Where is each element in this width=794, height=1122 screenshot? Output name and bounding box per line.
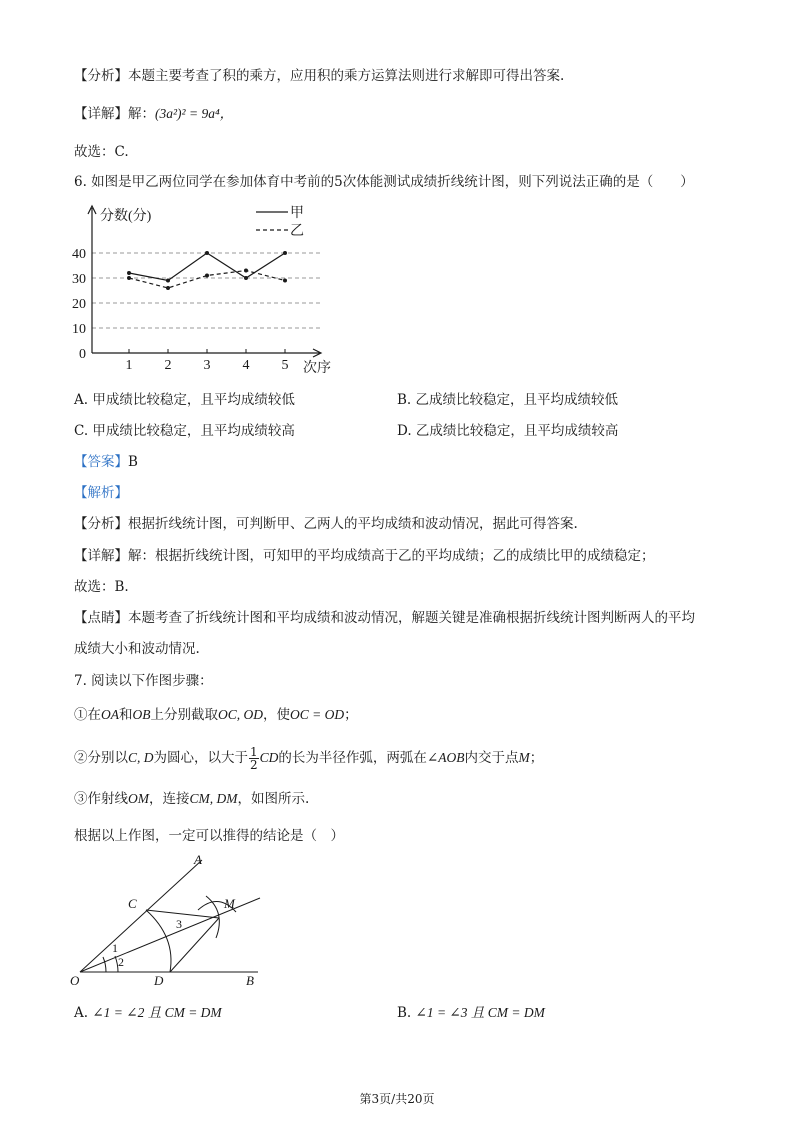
chart-series [127,251,287,290]
y-tick-label-30: 30 [72,272,86,287]
q6-option-b: B. 乙成绩比较稳定，且平均成绩较低 [397,392,619,408]
label-c: C [128,896,137,911]
fraction-denominator: 2 [250,758,258,772]
page-footer: 第3页/共20页 [359,1092,435,1106]
q6-option-c: C. 甲成绩比较稳定，且平均成绩较高 [74,423,295,439]
q7-step1-text-e: 上分别截取 [150,707,218,723]
q6-stem: 6. 如图是甲乙两位同学在参加体育中考前的5次体能测试成绩折线统计图，则下列说法正确的是（ ） [74,174,694,190]
q7-step3-text-a: ③作射线 [74,791,128,807]
q7-step1-text-a: ①在 [74,707,101,723]
q7-step3-text-e: ，如图所示. [237,791,310,807]
q5-choice: 故选：C. [74,144,129,160]
label-angle-3: 3 [176,917,182,931]
label-angle-1: 1 [112,941,118,955]
q7-step3-text-c: ，连接 [149,791,190,807]
fraction-numerator: 1 [250,745,258,759]
data-point-yi-3 [205,274,209,278]
angle-mark-1 [103,957,106,972]
legend-label-yi: 乙 [290,224,304,239]
data-point-yi-5 [283,279,287,283]
series-line-yi [129,271,285,289]
y-axis-label: 分数(分) [100,209,152,224]
q5-detail [74,104,233,124]
chart-ticks [72,247,289,373]
x-tick-label-1: 1 [125,358,133,373]
q6-comment-line1: 【点睛】本题考查了折线统计图和平均成绩和波动情况，解题关键是准确根据折线统计图判断两人的平均 [74,610,695,626]
x-tick-label-3: 3 [203,358,211,373]
x-axis-label: 次序 [303,361,331,376]
q7-step1-text-i: ； [344,707,358,723]
data-point-jia-5 [283,251,287,255]
label-o: O [70,973,80,988]
q6-option-d: D. 乙成绩比较稳定，且平均成绩较高 [397,423,619,439]
q5-analysis: 【分析】本题主要考查了积的乘方，应用积的乘方运算法则进行求解即可得出答案. [74,68,565,84]
q7-option-a-text: ∠1 = ∠2 且 CM = DM [92,1005,222,1020]
y-tick-label-10: 10 [72,322,86,337]
data-point-jia-2 [166,279,170,283]
arc-cd [146,910,171,972]
data-point-yi-1 [127,276,131,280]
q5-detail-prefix: 【详解】解： [74,106,155,122]
segment-cm [146,910,219,918]
q7-step1-text-g: ，使 [263,707,291,723]
q7-option-b-prefix: B. [397,1005,412,1021]
q7-step2-m: M [518,750,530,765]
q6-answer-label: 【答案】 [74,454,128,470]
ray-oa [80,860,202,972]
q7-option-b-text: ∠1 = ∠3 且 CM = DM [415,1005,545,1020]
q7-step2-aob: AOB [438,750,465,765]
label-angle-2: 2 [118,955,124,969]
q7-step2-text-e: 的长为半径作弧，两弧在∠ [278,750,439,766]
q6-answer-value: B [128,454,138,470]
q7-step1-ob: OB [132,707,151,722]
q6-detail: 【详解】解：根据折线统计图，可知甲的平均成绩高于乙的平均成绩；乙的成绩比甲的成绩稳定； [74,548,655,564]
x-tick-label-5: 5 [281,358,289,373]
q7-geometry-figure [66,852,276,992]
q7-option-a-prefix: A. [74,1005,89,1021]
x-tick-label-2: 2 [164,358,172,373]
q7-step1-oc-od: OC, OD [218,707,264,722]
q5-detail-expr: (3a²)² = 9a⁴， [155,106,234,121]
label-d: D [154,973,164,988]
y-tick-label-40: 40 [72,247,86,262]
y-tick-label-20: 20 [72,297,86,312]
q6-jiexi: 【解析】 [74,485,128,501]
q7-step2 [74,746,543,771]
x-tick-label-4: 4 [242,358,250,373]
q7-step2-text-c: 为圆心，以大于 [153,750,249,766]
q7-step1-equation: OC = OD [290,707,345,722]
label-a: A [194,852,202,867]
q7-step1-oa: OA [101,707,119,722]
q7-step2-fraction [249,746,259,771]
q7-step2-cd: CD [259,750,279,765]
q7-step2-text-i: ； [529,750,544,766]
q6-option-a: A. 甲成绩比较稳定，且平均成绩较低 [74,392,295,408]
q6-analysis: 【分析】根据折线统计图，可判断甲、乙两人的平均成绩和波动情况，据此可得答案. [74,516,578,532]
q6-choice: 故选：B. [74,579,129,595]
data-point-jia-3 [205,251,209,255]
legend-label-jia: 甲 [290,206,304,221]
data-point-yi-2 [166,286,170,290]
q7-step2-text-g: 内交于点 [464,750,519,766]
q7-step3 [74,789,309,809]
q6-line-chart [70,200,340,380]
chart-legend [256,205,304,239]
q7-step2-text-a: ②分别以 [74,750,128,766]
data-point-jia-4 [244,276,248,280]
q7-step2-cd-points: C, D [128,750,154,765]
q7-option-b [397,1003,545,1023]
q7-option-a [74,1003,222,1023]
q6-answer [74,452,138,472]
q6-comment-line2: 成绩大小和波动情况. [74,641,200,657]
q7-question: 根据以上作图，一定可以推得的结论是（ ） [74,828,344,844]
q7-step1-text-c: 和 [119,707,133,723]
q7-step3-om: OM [128,791,149,806]
chart-grid [92,253,320,328]
label-b: B [246,973,254,988]
q7-step1 [74,705,358,725]
y-tick-label-0: 0 [79,347,86,362]
q7-step3-cm-dm: CM, DM [189,791,238,806]
q7-stem: 7. 阅读以下作图步骤： [74,673,213,689]
label-m: M [224,896,235,911]
data-point-yi-4 [244,269,248,273]
data-point-jia-1 [127,271,131,275]
